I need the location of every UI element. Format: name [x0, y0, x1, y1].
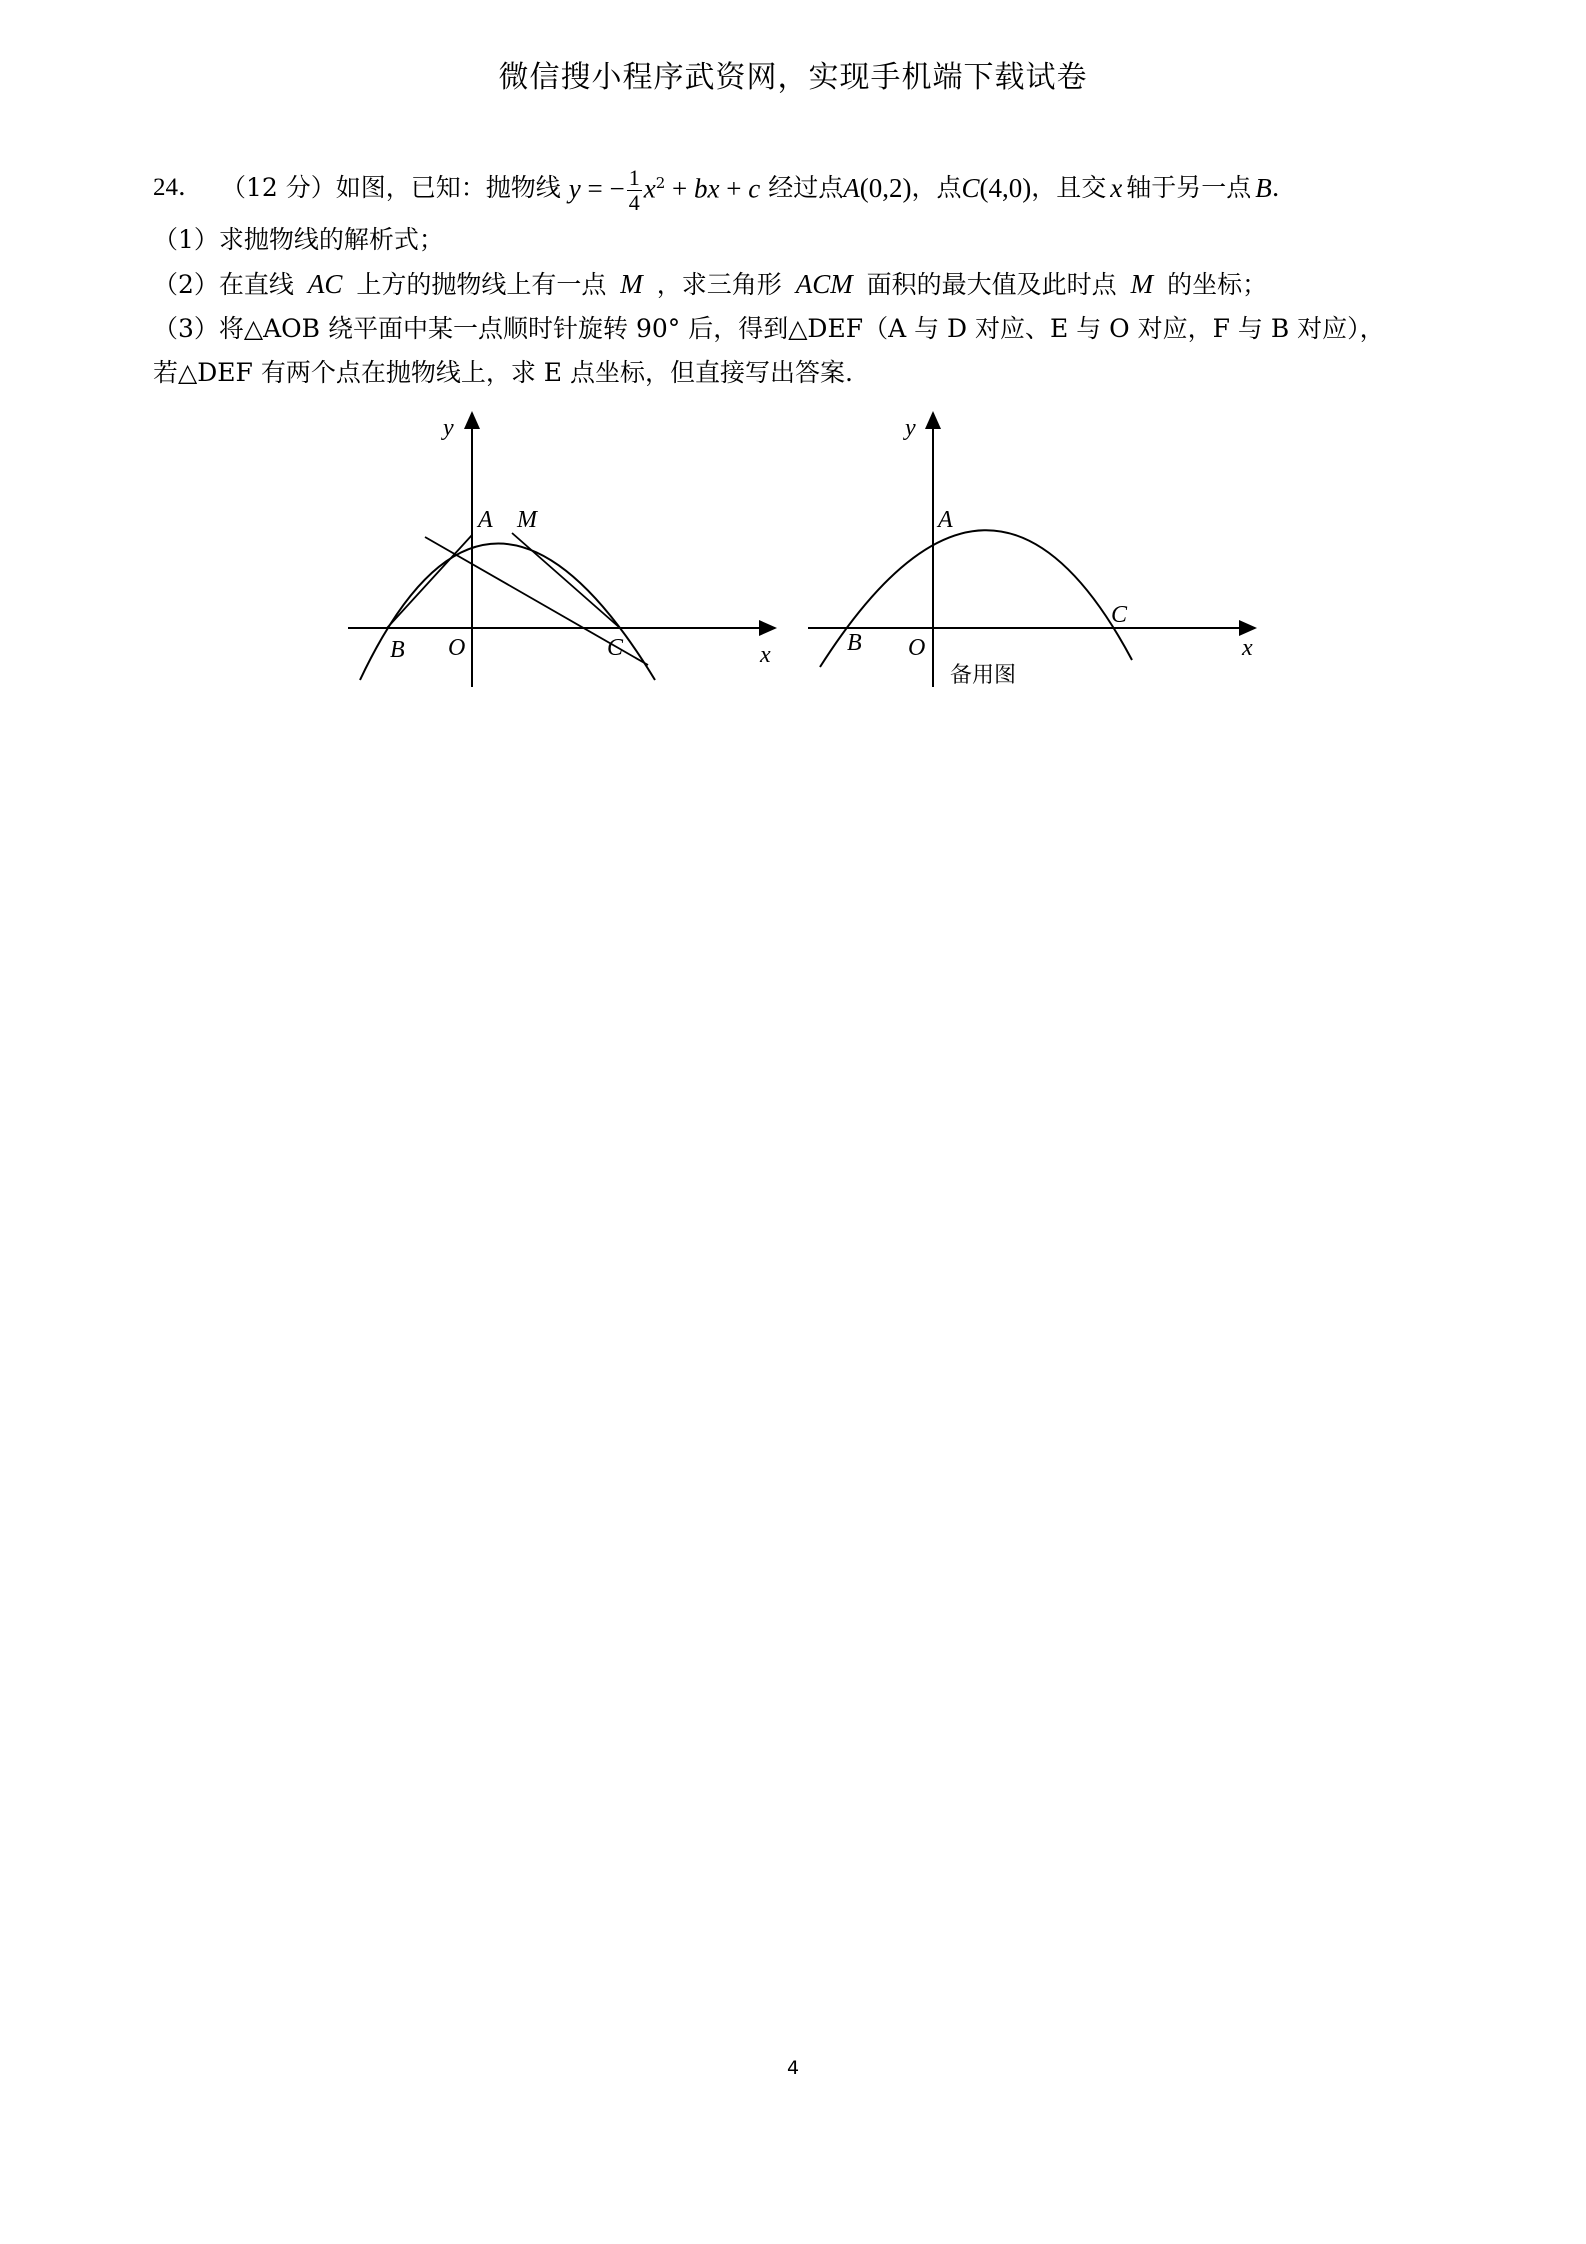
- question-24: [153, 158, 1443, 395]
- page-header: 微信搜小程序武资网，实现手机端下载试卷: [498, 60, 1088, 95]
- sub-question-3-line-2: 若△DEF 有两个点在抛物线上，求 E 点坐标，但直接写出答案.: [153, 358, 853, 387]
- fraction-one-quarter: $\frac{1}{4}$: [628, 165, 640, 216]
- figures: [345, 405, 1265, 705]
- fig1-label-x: x: [760, 642, 771, 668]
- fig2-label-y: y: [905, 415, 916, 441]
- fig1-label-m: M: [517, 507, 537, 533]
- figure-2-diagram: [805, 405, 1260, 695]
- point-c-name: C: [961, 173, 980, 203]
- point-a-coords: (0,2): [859, 173, 912, 203]
- sub-question-2: （2）在直线 AC 上方的抛物线上有一点 M ，求三角形 ACM 面积的最大值及此时点 M 的坐标；: [153, 269, 1268, 299]
- sub-question-3-line-1: （3）将△AOB 绕平面中某一点顺时针旋转 90° 后，得到△DEF（A 与 D 对应、E 与 O 对应，F 与 B 对应），: [153, 314, 1385, 343]
- question-number: 24．: [153, 174, 204, 201]
- fig1-label-a: A: [478, 507, 493, 533]
- fig2-label-c: C: [1111, 602, 1128, 628]
- fig2-label-x: x: [1242, 635, 1253, 661]
- fig1-label-c: C: [607, 635, 624, 661]
- intro-text-a: 如图，已知：抛物线: [335, 173, 561, 202]
- question-score: （12 分）: [221, 173, 336, 202]
- fig1-line-bam: [387, 535, 472, 628]
- fig2-label-a: A: [938, 507, 953, 533]
- fig1-label-b: B: [390, 637, 405, 663]
- fig1-label-y: y: [443, 415, 454, 441]
- parabola-equation: y = − $\frac{1}{4}$ $x^2$ + bx + c: [568, 165, 761, 216]
- figure-1-diagram: [345, 405, 785, 695]
- fig2-label-b: B: [847, 630, 862, 656]
- point-c-coords: (4,0): [979, 173, 1032, 203]
- point-b-name: B: [1255, 173, 1272, 203]
- page-number: 4: [786, 2057, 800, 2079]
- fig2-label-o: O: [908, 635, 926, 661]
- sub-question-1: （1）求抛物线的解析式；: [153, 225, 444, 254]
- point-a-name: A: [843, 173, 860, 203]
- fig2-parabola: [820, 530, 1132, 667]
- figure-2-caption: 备用图: [950, 663, 1017, 688]
- question-intro: 24． （12 分） 如图，已知：抛物线 y = − $\frac{1}{4}$ $x^2$ + bx + c 经过点 A (0,2) ，点 C (4,0) ，且交 x 轴于另一点 B ．: [153, 158, 1443, 218]
- fig1-line-mc: [512, 533, 620, 628]
- fig1-label-o: O: [448, 635, 466, 661]
